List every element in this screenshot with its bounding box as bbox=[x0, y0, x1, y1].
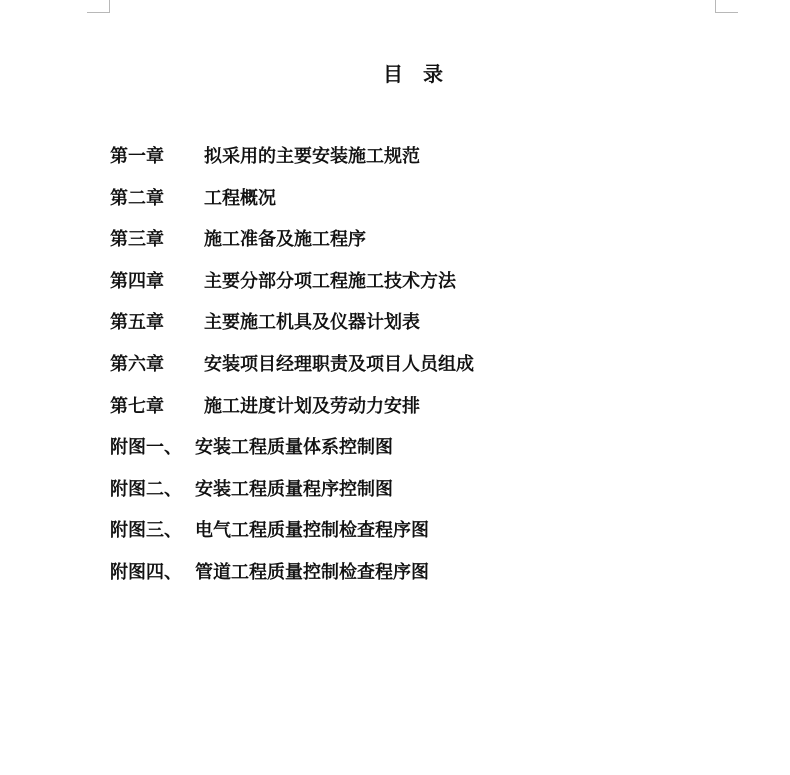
toc-entry-title: 主要分部分项工程施工技术方法 bbox=[204, 270, 456, 292]
toc-entry-title: 施工进度计划及劳动力安排 bbox=[204, 395, 420, 417]
toc-entry-number: 第七章 bbox=[110, 395, 164, 417]
toc-entry-number: 附图三、 bbox=[110, 520, 182, 542]
toc-entry-title: 拟采用的主要安装施工规范 bbox=[204, 146, 420, 167]
toc-entry-number: 附图二、 bbox=[110, 478, 182, 500]
toc-entry-number: 附图四、 bbox=[110, 561, 182, 583]
toc-entry-number: 第三章 bbox=[110, 229, 164, 251]
toc-entry-number: 第一章 bbox=[110, 146, 164, 167]
toc-entry bbox=[110, 310, 474, 352]
page-title: 目 录 bbox=[383, 62, 443, 86]
toc-entry-number: 附图一、 bbox=[110, 437, 182, 459]
toc-entry bbox=[110, 144, 474, 186]
toc-entry-number: 第四章 bbox=[110, 270, 164, 292]
page-corner-mark-top-right bbox=[715, 0, 738, 13]
page-corner-mark-top-left bbox=[87, 0, 110, 13]
toc-entry bbox=[110, 435, 474, 477]
toc-entry-number: 第五章 bbox=[110, 312, 164, 334]
toc-entry-title: 安装项目经理职责及项目人员组成 bbox=[204, 353, 474, 375]
toc-entry-title: 安装工程质量体系控制图 bbox=[195, 437, 393, 459]
toc-entry bbox=[110, 269, 474, 311]
toc-entry bbox=[110, 560, 474, 602]
toc-entry bbox=[110, 227, 474, 269]
toc-entry-title: 工程概况 bbox=[204, 187, 276, 209]
toc-entry-title: 电气工程质量控制检查程序图 bbox=[195, 520, 429, 542]
toc-entry-number: 第二章 bbox=[110, 187, 164, 209]
toc-entry bbox=[110, 518, 474, 560]
table-of-contents bbox=[110, 144, 474, 602]
toc-entry-number: 第六章 bbox=[110, 353, 164, 375]
toc-entry bbox=[110, 477, 474, 519]
toc-entry-title: 管道工程质量控制检查程序图 bbox=[195, 561, 429, 583]
toc-entry-title: 施工准备及施工程序 bbox=[204, 229, 366, 251]
toc-entry bbox=[110, 352, 474, 394]
toc-entry bbox=[110, 186, 474, 228]
toc-entry-title: 安装工程质量程序控制图 bbox=[195, 478, 393, 500]
toc-entry-title: 主要施工机具及仪器计划表 bbox=[204, 312, 420, 334]
toc-entry bbox=[110, 394, 474, 436]
